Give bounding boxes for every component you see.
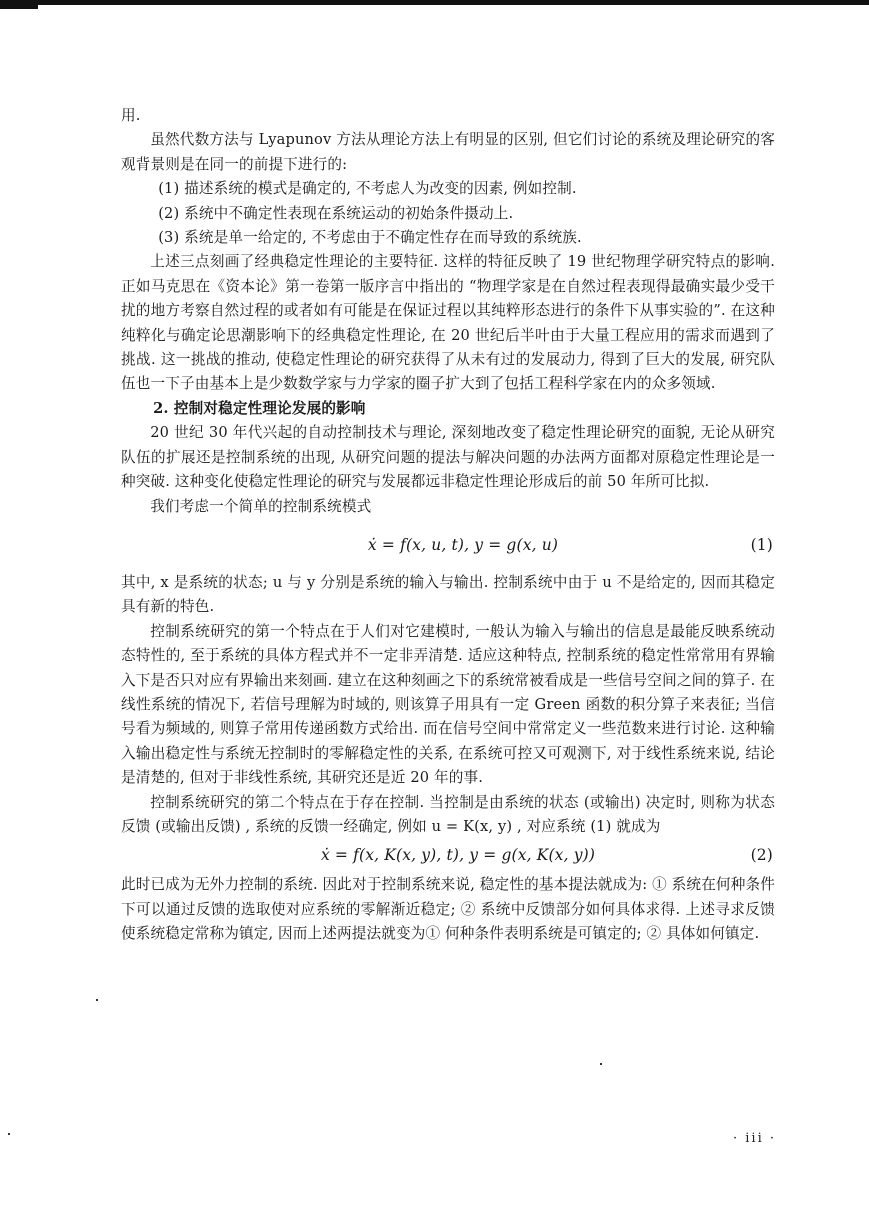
equation-2-number: (2) [750,846,773,865]
equation-1 [121,523,775,567]
scan-speck [96,999,98,1001]
intro-paragraph: 虽然代数方法与 Lyapunov 方法从理论方法上有明显的区别, 但它们讨论的系统及理论研究的客观背景则是在同一的前提下进行的: [121,131,775,173]
scan-speck [600,1063,602,1065]
list-item: (1) 描述系统的模式是确定的, 不考虑人为改变的因素, 例如控制. [158,180,577,198]
where-paragraph: 其中, x 是系统的状态; u 与 y 分别是系统的输入与输出. 控制系统中由于 u 不是给定的, 因而其稳定具有新的特色. [121,573,775,616]
second-feature-paragraph: 控制系统研究的第二个特点在于存在控制. 当控制是由系统的状态 (或输出) 决定时, 则称为状态反馈 (或输出反馈) , 系统的反馈一经确定, 例如 u = K(x, y) , 对应系统 (1) 就成为 [121,793,775,835]
carryover-line: 用. [121,107,141,124]
features-paragraph: 上述三点刻画了经典稳定性理论的主要特征. 这样的特征反映了 19 世纪物理学研究特点的影响. 正如马克思在《资本论》第一卷第一版序言中指出的 “物理学家是在自然过程表现得最确实最少受干扰的地方考察自然过程的或者如有可能是在保证过程以其纯粹形态进行的条件下从事实验的”. 在这种纯粹化与确定论思潮影响下的经典稳定性理论, 在 20 世纪后半叶由于大量工程应用的需求而遇到了挑战. 这一挑战的推动, 使稳定性理论的研究获得了从未有过的发展动力, 得到了巨大的发展, 研究队伍也一下子由基本上是少数数学家与力学家的圈子扩大到了包括工程科学家在内的众多领域. [121,253,775,393]
list-item: (2) 系统中不确定性表现在系统运动的初始条件摄动上. [158,204,514,222]
list-item: (3) 系统是单一给定的, 不考虑由于不确定性存在而导致的系统族. [158,229,582,247]
conclusion-paragraph: 此时已成为无外力控制的系统. 因此对于控制系统来说, 稳定性的基本提法就成为: ① 系统在何种条件下可以通过反馈的选取使对应系统的零解渐近稳定; ② 系统中反馈部分如何具体求得. 上述寻求反馈使系统稳定常称为镇定, 因而上述两提法就变为① 何种条件表明系统是可镇定的; ② 具体如何镇定. [121,876,775,943]
page-body [121,104,775,947]
equation-2 [121,837,775,873]
scan-speck [8,1133,10,1135]
control-intro-paragraph: 20 世纪 30 年代兴起的自动控制技术与理论, 深刻地改变了稳定性理论研究的面貌, 无论从研究队伍的扩展还是控制系统的出现, 从研究问题的提法与解决问题的办法两方面都对原稳定性理论是一种突破. 这种变化使稳定性理论的研究与发展都远非稳定性理论形成后的前 50 年所可比拟. [121,424,775,491]
equation-2-expression: ẋ = f(x, K(x, y), t), y = g(x, K(x, y)) [320,846,596,865]
section-heading: 2. 控制对稳定性理论发展的影响 [153,399,366,417]
scan-top-border [0,0,869,5]
equation-1-expression: ẋ = f(x, u, t), y = g(x, u) [367,535,559,554]
consider-paragraph: 我们考虑一个简单的控制系统模式 [150,497,372,515]
equation-1-number: (1) [750,535,773,554]
first-feature-paragraph: 控制系统研究的第一个特点在于人们对它建模时, 一般认为输入与输出的信息是最能反映系统动态特性的, 至于系统的具体方程式并不一定非弄清楚. 适应这种特点, 控制系统的稳定性常常用有界输入下是否只对应有界输出来刻画. 建立在这种刻画之下的系统常被看成是一些信号空间之间的算子. 在线性系统的情况下, 若信号理解为时域的, 则该算子用具有一定 Green 函数的积分算子来表征; 当信号看为频域的, 则算子常用传递函数方式给出. 而在信号空间中常常定义一些范数来进行讨论. 这种输入输出稳定性与系统无控制时的零解稳定性的关系, 在系统可控又可观测下, 对于线性系统来说, 结论是清楚的, 但对于非线性系统, 其研究还是近 20 年的事. [121,622,775,787]
scan-top-border-mark [0,0,38,9]
page-number: · iii · [733,1131,777,1146]
